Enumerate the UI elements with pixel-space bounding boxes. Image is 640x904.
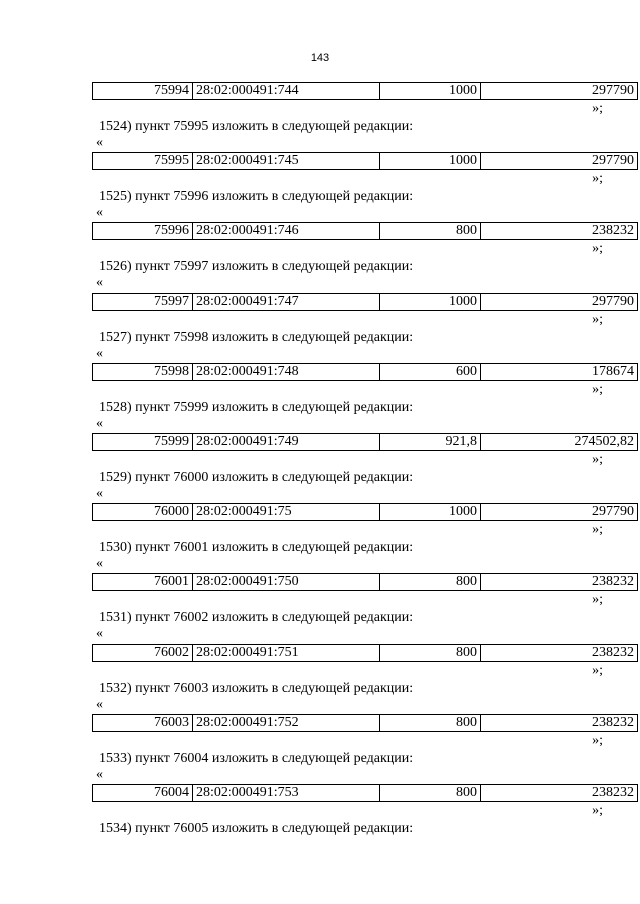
opening-quote: « <box>96 696 103 712</box>
amendment-instruction: 1527) пункт 75998 изложить в следующей редакции: <box>99 329 414 345</box>
area-value: 800 <box>380 714 481 731</box>
cost-value: 238232 <box>481 644 638 661</box>
entry-number: 76003 <box>93 714 193 731</box>
opening-quote: « <box>96 415 103 431</box>
area-value: 800 <box>380 574 481 591</box>
cadastral-number: 28:02:000491:746 <box>193 223 380 240</box>
entry-number: 75999 <box>93 434 193 451</box>
table-row <box>93 574 638 591</box>
entry-table <box>92 433 638 451</box>
opening-quote: « <box>96 626 103 642</box>
area-value: 800 <box>380 223 481 240</box>
cost-value: 297790 <box>481 293 638 310</box>
entry-table <box>92 152 638 170</box>
entry-number: 75994 <box>93 83 193 100</box>
cost-value: 238232 <box>481 785 638 802</box>
cadastral-number: 28:02:000491:753 <box>193 785 380 802</box>
entry-table <box>92 714 638 732</box>
table-row <box>93 504 638 521</box>
entry-table <box>92 573 638 591</box>
table-row <box>93 434 638 451</box>
entry-number: 76004 <box>93 785 193 802</box>
amendment-instruction: 1524) пункт 75995 изложить в следующей редакции: <box>99 119 414 134</box>
cost-value: 297790 <box>481 83 638 100</box>
table-row <box>93 153 638 170</box>
cadastral-number: 28:02:000491:748 <box>193 363 380 380</box>
entry-table <box>92 82 638 100</box>
cadastral-number: 28:02:000491:749 <box>193 434 380 451</box>
opening-quote: « <box>96 345 103 361</box>
amendment-instruction: 1528) пункт 75999 изложить в следующей редакции: <box>99 399 414 415</box>
opening-quote: « <box>96 486 103 501</box>
closing-quote: »; <box>592 171 603 187</box>
closing-quote: »; <box>592 803 603 818</box>
cadastral-number: 28:02:000491:752 <box>193 714 380 731</box>
closing-quote: »; <box>592 311 603 327</box>
closing-quote: »; <box>592 101 603 116</box>
amendment-instruction: 1525) пункт 75996 изложить в следующей редакции: <box>99 189 414 205</box>
entry-number: 75995 <box>93 153 193 170</box>
entry-table <box>92 293 638 311</box>
cost-value: 238232 <box>481 574 638 591</box>
area-value: 800 <box>380 785 481 802</box>
opening-quote: « <box>96 766 103 782</box>
area-value: 1000 <box>380 504 481 521</box>
opening-quote: « <box>96 205 103 221</box>
entry-number: 76002 <box>93 644 193 661</box>
entry-number: 75996 <box>93 223 193 240</box>
page-number: 143 <box>310 52 330 64</box>
entry-table <box>92 363 638 381</box>
area-value: 800 <box>380 644 481 661</box>
area-value: 1000 <box>380 153 481 170</box>
closing-quote: »; <box>592 732 603 748</box>
table-row <box>93 363 638 380</box>
cost-value: 178674 <box>481 363 638 380</box>
table-row <box>93 785 638 802</box>
closing-quote: »; <box>592 452 603 467</box>
entry-table <box>92 644 638 662</box>
closing-quote: »; <box>592 381 603 397</box>
amendment-instruction: 1532) пункт 76003 изложить в следующей редакции: <box>99 680 414 696</box>
area-value: 1000 <box>380 83 481 100</box>
opening-quote: « <box>96 556 103 572</box>
opening-quote: « <box>96 135 103 150</box>
table-row <box>93 223 638 240</box>
table-row <box>93 293 638 310</box>
cadastral-number: 28:02:000491:747 <box>193 293 380 310</box>
cost-value: 238232 <box>481 223 638 240</box>
entry-number: 75998 <box>93 363 193 380</box>
cost-value: 238232 <box>481 714 638 731</box>
cost-value: 274502,82 <box>481 434 638 451</box>
amendment-instruction: 1530) пункт 76001 изложить в следующей редакции: <box>99 540 414 556</box>
area-value: 921,8 <box>380 434 481 451</box>
table-row <box>93 644 638 661</box>
area-value: 600 <box>380 363 481 380</box>
amendment-instruction: 1533) пункт 76004 изложить в следующей редакции: <box>99 750 414 766</box>
entry-number: 76000 <box>93 504 193 521</box>
cadastral-number: 28:02:000491:745 <box>193 153 380 170</box>
table-row <box>93 83 638 100</box>
entry-table <box>92 503 638 521</box>
amendment-instruction: 1529) пункт 76000 изложить в следующей редакции: <box>99 470 414 485</box>
opening-quote: « <box>96 275 103 291</box>
closing-quote: »; <box>592 662 603 678</box>
cadastral-number: 28:02:000491:750 <box>193 574 380 591</box>
closing-quote: »; <box>592 241 603 257</box>
entry-table <box>92 784 638 802</box>
closing-quote: »; <box>592 592 603 608</box>
cadastral-number: 28:02:000491:751 <box>193 644 380 661</box>
amendment-instruction: 1531) пункт 76002 изложить в следующей редакции: <box>99 610 414 626</box>
cost-value: 297790 <box>481 504 638 521</box>
entry-number: 75997 <box>93 293 193 310</box>
cadastral-number: 28:02:000491:75 <box>193 504 380 521</box>
cost-value: 297790 <box>481 153 638 170</box>
entry-number: 76001 <box>93 574 193 591</box>
amendment-instruction: 1526) пункт 75997 изложить в следующей редакции: <box>99 259 414 275</box>
entry-table <box>92 222 638 240</box>
closing-quote: »; <box>592 522 603 538</box>
amendment-instruction: 1534) пункт 76005 изложить в следующей редакции: <box>99 821 414 836</box>
table-row <box>93 714 638 731</box>
cadastral-number: 28:02:000491:744 <box>193 83 380 100</box>
area-value: 1000 <box>380 293 481 310</box>
